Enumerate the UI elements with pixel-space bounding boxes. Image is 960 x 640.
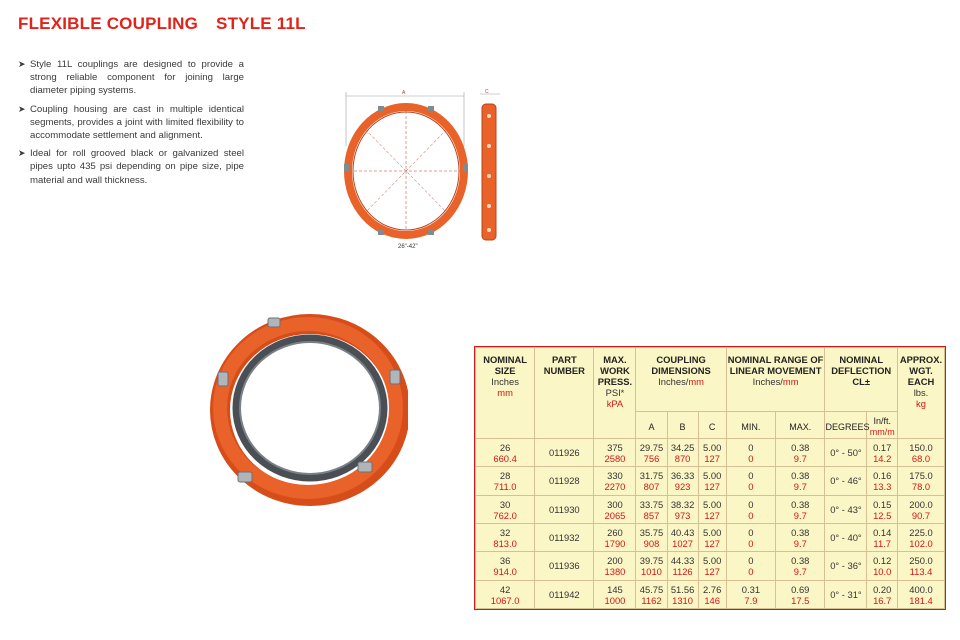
cell-inft: 0.17 14.2 [867, 439, 898, 467]
subheader-inft: In/ft. mm/m [867, 412, 898, 439]
cell-size: 32 813.0 [476, 523, 535, 551]
table-row [476, 523, 945, 551]
title-style: STYLE 11L [216, 14, 306, 33]
header-max-press: MAX. WORK PRESS. PSI* kPA [594, 348, 636, 439]
cell-linear-min: 0 0 [726, 495, 775, 523]
cell-degrees: 0° - 40° [825, 523, 867, 551]
cell-inft: 0.15 12.5 [867, 495, 898, 523]
cell-pressure: 330 2270 [594, 467, 636, 495]
cell-size: 36 914.0 [476, 552, 535, 580]
cell-linear-min: 0 0 [726, 552, 775, 580]
cell-weight: 225.0 102.0 [898, 523, 945, 551]
cell-degrees: 0° - 43° [825, 495, 867, 523]
cell-linear-max: 0.69 17.5 [776, 580, 825, 608]
dim-c-label: C [485, 89, 489, 95]
subheader-b: B [667, 412, 698, 439]
table-row [476, 439, 945, 467]
page-title [18, 14, 306, 34]
feature-item: ➤ Style 11L couplings are designed to provide a strong reliable component for joining large diameter piping systems. [18, 59, 244, 97]
cell-inft: 0.12 10.0 [867, 552, 898, 580]
cell-linear-max: 0.38 9.7 [776, 439, 825, 467]
cell-pressure: 300 2065 [594, 495, 636, 523]
cell-inft: 0.14 11.7 [867, 523, 898, 551]
subheader-degrees: DEGREES [825, 412, 867, 439]
cell-dim-c: 5.00 127 [698, 523, 726, 551]
bullet-arrow-icon: ➤ [18, 148, 26, 159]
cell-degrees: 0° - 46° [825, 467, 867, 495]
cell-dim-a: 31.75 807 [636, 467, 667, 495]
cell-linear-max: 0.38 9.7 [776, 523, 825, 551]
size-range-label: 26"-42" [398, 244, 418, 250]
specification-table [474, 346, 946, 610]
cell-part: 011926 [535, 439, 594, 467]
cell-linear-min: 0 0 [726, 523, 775, 551]
cell-dim-b: 34.25 870 [667, 439, 698, 467]
cell-dim-c: 5.00 127 [698, 467, 726, 495]
cell-dim-b: 40.43 1027 [667, 523, 698, 551]
bullet-arrow-icon: ➤ [18, 59, 26, 69]
cell-dim-c: 2.76 146 [698, 580, 726, 608]
header-nominal-size: NOMINAL SIZE Inches mm [476, 348, 535, 439]
cell-degrees: 0° - 36° [825, 552, 867, 580]
cell-dim-a: 39.75 1010 [636, 552, 667, 580]
cell-dim-a: 45.75 1162 [636, 580, 667, 608]
cell-size: 42 1067.0 [476, 580, 535, 608]
cell-inft: 0.16 13.3 [867, 467, 898, 495]
coupling-photo [208, 312, 408, 512]
cell-dim-b: 36.33 923 [667, 467, 698, 495]
cell-inft: 0.20 16.7 [867, 580, 898, 608]
cell-size: 28 711.0 [476, 467, 535, 495]
cell-pressure: 375 2580 [594, 439, 636, 467]
table-row [476, 580, 945, 608]
cell-dim-c: 5.00 127 [698, 439, 726, 467]
subheader-c: C [698, 412, 726, 439]
cell-pressure: 145 1000 [594, 580, 636, 608]
technical-drawing [340, 86, 510, 256]
cell-linear-min: 0 0 [726, 467, 775, 495]
subheader-min: MIN. [726, 412, 775, 439]
feature-item: ➤ Ideal for roll grooved black or galvanized steel pipes upto 435 psi depending on pipe size, pipe material and wall thickness. [18, 148, 244, 186]
feature-list [18, 58, 244, 192]
cell-weight: 150.0 68.0 [898, 439, 945, 467]
header-coupling-dims: COUPLING DIMENSIONS Inches/mm [636, 348, 726, 412]
cell-weight: 175.0 78.0 [898, 467, 945, 495]
cell-dim-a: 33.75 857 [636, 495, 667, 523]
table-row [476, 552, 945, 580]
header-weight: APPROX. WGT. EACH lbs. kg [898, 348, 945, 439]
cell-size: 30 762.0 [476, 495, 535, 523]
subheader-a: A [636, 412, 667, 439]
feature-item: ➤ Coupling housing are cast in multiple identical segments, provides a joint with limited flexibility to accommodate settlement and alignment. [18, 103, 244, 142]
cell-size: 26 660.4 [476, 439, 535, 467]
cell-linear-max: 0.38 9.7 [776, 495, 825, 523]
bullet-arrow-icon: ➤ [18, 103, 26, 114]
cell-dim-a: 35.75 908 [636, 523, 667, 551]
table-body [476, 439, 945, 609]
cell-pressure: 200 1380 [594, 552, 636, 580]
cell-dim-a: 29.75 756 [636, 439, 667, 467]
subheader-max: MAX. [776, 412, 825, 439]
header-linear-movement: NOMINAL RANGE OF LINEAR MOVEMENT Inches/mm [726, 348, 825, 412]
table-row [476, 467, 945, 495]
title-product: FLEXIBLE COUPLING [18, 14, 199, 33]
cell-dim-b: 51.56 1310 [667, 580, 698, 608]
cell-part: 011936 [535, 552, 594, 580]
cell-dim-c: 5.00 127 [698, 552, 726, 580]
cell-weight: 200.0 90.7 [898, 495, 945, 523]
cell-degrees: 0° - 31° [825, 580, 867, 608]
dim-a-label: A [402, 90, 406, 96]
cell-part: 011932 [535, 523, 594, 551]
cell-dim-b: 44.33 1126 [667, 552, 698, 580]
cell-linear-max: 0.38 9.7 [776, 467, 825, 495]
cell-part: 011942 [535, 580, 594, 608]
header-row [476, 348, 945, 412]
table-row [476, 495, 945, 523]
cell-part: 011928 [535, 467, 594, 495]
cell-dim-c: 5.00 127 [698, 495, 726, 523]
cell-part: 011930 [535, 495, 594, 523]
cell-weight: 400.0 181.4 [898, 580, 945, 608]
cell-linear-max: 0.38 9.7 [776, 552, 825, 580]
cell-degrees: 0° - 50° [825, 439, 867, 467]
header-part-number: PART NUMBER [535, 348, 594, 439]
cell-pressure: 260 1790 [594, 523, 636, 551]
header-deflection: NOMINAL DEFLECTION CL± [825, 348, 898, 412]
cell-weight: 250.0 113.4 [898, 552, 945, 580]
cell-dim-b: 38.32 973 [667, 495, 698, 523]
cell-linear-min: 0 0 [726, 439, 775, 467]
cell-linear-min: 0.31 7.9 [726, 580, 775, 608]
